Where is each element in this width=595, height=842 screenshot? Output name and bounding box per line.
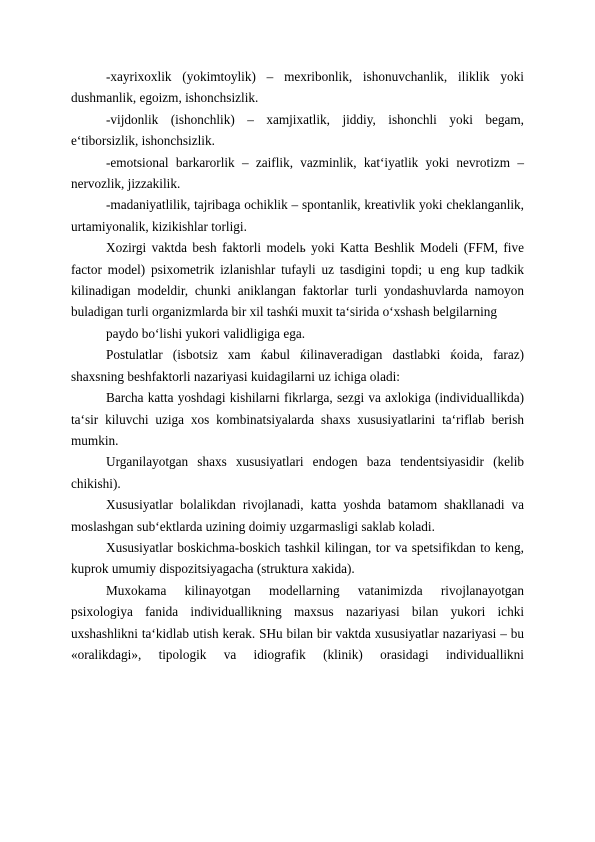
paragraph-agreeableness: -xayrixoxlik (yokimtoylik) – mexribonlik, ishonuvchanlik, iliklik yoki dushmanlik, egoizm, ishonchsizlik. [71, 69, 524, 106]
paragraph-validity: paydo bo‘lishi yukori validligiga ega. [106, 325, 306, 341]
paragraph-conscientiousness: -vijdonlik (ishonchlik) – xamjixatlik, jiddiy, ishonchli yoki begam, e‘tiborsizlik, ishonchsizlik. [71, 111, 524, 149]
paragraph-postulate-1: Barcha katta yoshdagi kishilarni fikrlarga, sezgi va axlokiga (individuallikda) ta‘sir kiluvchi uziga xos kombinatsiyalarda shaxs xususiyatlarini ta‘riflab berish mumkin. [71, 390, 524, 448]
paragraph-postulate-4: Xususiyatlar boskichma-boskich tashkil kilingan, tor va spetsifikdan to keng, kuprok umumiy dispozitsiyagacha (struktura xakida). [71, 539, 524, 577]
paragraph-emotional-stability: -emotsional barkarorlik – zaiflik, vazminlik, kat‘iyatlik yoki nevrotizm – nervozlik, jizzakilik. [71, 154, 524, 192]
paragraph-postulate-2: Urganilayotgan shaxs xususiyatlari endogen baza tendentsiyasidir (kelib chikishi). [71, 454, 524, 491]
paragraph-postulate-3: Xususiyatlar bolalikdan rivojlanadi, katta yoshda batamom shakllanadi va moslashgan sub‘ektlarda uzining doimiy uzgarmasligi saklab koladi. [71, 497, 524, 534]
paragraph-openness: -madaniyatlilik, tajribaga ochiklik – spontanlik, kreativlik yoki cheklanganlik, urtamiyonalik, kizikishlar torligi. [71, 197, 524, 234]
paragraph-postulates: Postulatlar (isbotsiz xam ќabul ќilinaveradigan dastlabki ќoida, faraz) shaxsning beshfaktorli nazariyasi kuidagilarni uz ichiga oladi: [71, 347, 524, 384]
paragraph-ffm-intro: Xozirgi vaktda besh faktorli modelь yoki Katta Beshlik Modeli (FFM, five factor model) psixometrik izlanishlar tufayli uz tasdigini topdi; u eng kup tadkik kilinadigan modeldir, chunki aniklangan faktorlar turli yondashuvlarda namoyon buladigan turli organizmlarda bir xil tashќi muxit ta‘sirida o‘xshash belgilarning [71, 240, 524, 320]
paragraph-discussion: Muxokama kilinayotgan modellarning vatanimizda rivojlanayotgan psixologiya fanida individuallikning maxsus nazariyasi bilan yukori ichki uxshashlikni ta‘kidlab utish kerak. SHu bilan bir vaktda xususiyatlar nazariyasi – bu «oralikdagi», tipologik va idiografik (klinik) orasidagi individuallikni [71, 582, 524, 662]
document-body [71, 66, 524, 665]
